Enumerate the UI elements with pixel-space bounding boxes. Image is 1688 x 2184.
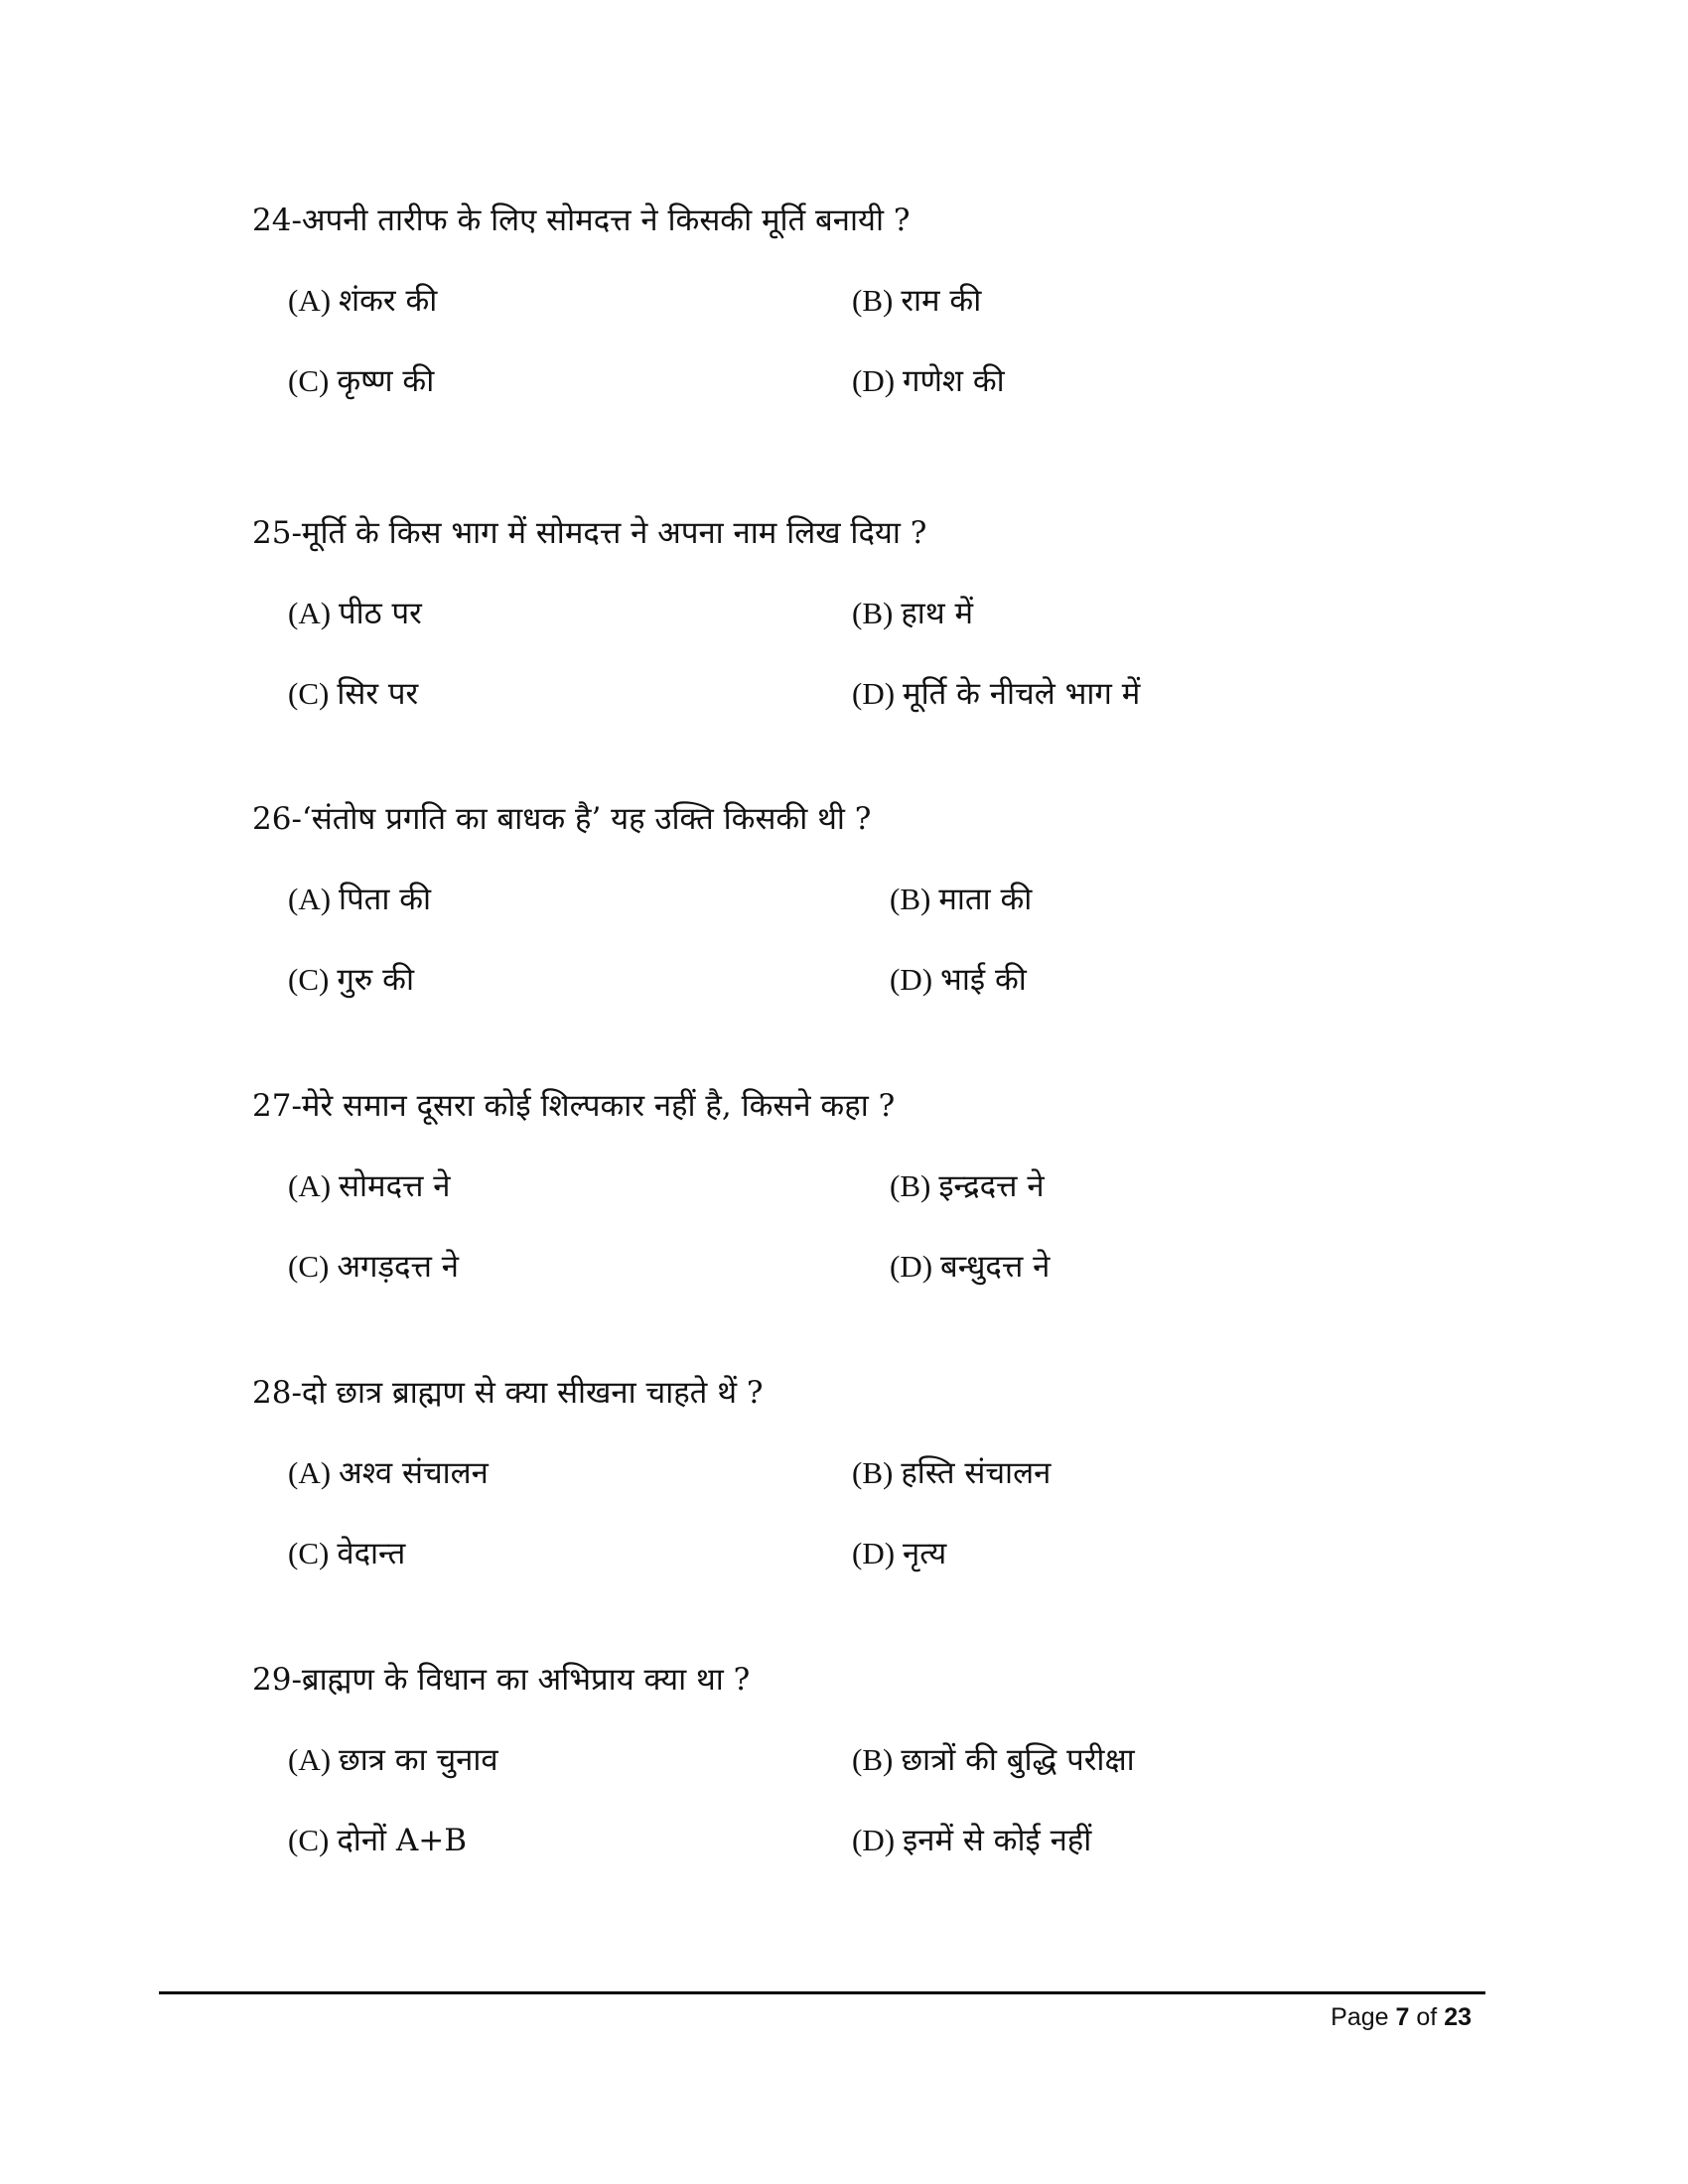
option-label: (B) xyxy=(890,882,931,916)
option-text: पिता की xyxy=(339,882,432,917)
answer-option xyxy=(288,1821,467,1860)
answer-option xyxy=(852,361,1005,401)
question-text: 24-अपनी तारीफ के लिए सोमदत्त ने किसकी मूर्ति बनायी ? xyxy=(252,203,911,238)
page-number xyxy=(1331,2003,1472,2032)
answer-option xyxy=(852,1534,946,1573)
option-text: सिर पर xyxy=(337,676,419,712)
answer-option xyxy=(852,1740,1135,1780)
page-prefix: Page xyxy=(1331,2003,1389,2031)
option-text: इन्द्रदत्त ने xyxy=(938,1168,1045,1204)
answer-option xyxy=(890,1247,1050,1287)
answer-option xyxy=(890,960,1027,1000)
option-label: (C) xyxy=(288,1823,330,1857)
option-text: बन्धुदत्त ने xyxy=(940,1249,1051,1285)
answer-option xyxy=(288,880,431,919)
option-label: (C) xyxy=(288,962,330,997)
option-label: (A) xyxy=(288,1455,332,1490)
answer-option xyxy=(288,1166,451,1206)
option-label: (A) xyxy=(288,882,332,916)
total-pages: 23 xyxy=(1444,2003,1472,2031)
option-text: अश्व संचालन xyxy=(339,1455,489,1491)
option-label: (B) xyxy=(890,1168,931,1203)
option-text: शंकर की xyxy=(339,283,438,319)
option-label: (A) xyxy=(288,1168,332,1203)
answer-option xyxy=(288,281,437,321)
option-text: हस्ति संचालन xyxy=(901,1455,1052,1491)
question-text: 27-मेरे समान दूसरा कोई शिल्पकार नहीं है, किसने कहा ? xyxy=(252,1088,896,1124)
option-text: भाई की xyxy=(940,962,1027,998)
option-text: छात्रों की बुद्धि परीक्षा xyxy=(901,1742,1135,1778)
option-text: मूर्ति के नीचले भाग में xyxy=(903,676,1141,712)
answer-option xyxy=(852,1453,1051,1493)
option-label: (D) xyxy=(890,1249,933,1284)
question-text: 29-ब्राह्मण के विधान का अभिप्राय क्या था ? xyxy=(252,1662,751,1698)
option-text: नृत्य xyxy=(903,1536,947,1571)
option-label: (C) xyxy=(288,1536,330,1570)
option-label: (B) xyxy=(852,596,894,630)
option-label: (A) xyxy=(288,596,332,630)
option-label: (D) xyxy=(852,363,896,398)
answer-option xyxy=(852,674,1140,714)
option-label: (D) xyxy=(852,1536,896,1570)
answer-option xyxy=(288,1534,405,1573)
answer-option xyxy=(288,1453,489,1493)
answer-option xyxy=(852,281,981,321)
option-label: (D) xyxy=(890,962,933,997)
option-text: छात्र का चुनाव xyxy=(339,1742,498,1778)
answer-option xyxy=(288,960,414,1000)
option-text: अगड़दत्त ने xyxy=(337,1249,459,1285)
option-text: वेदान्त xyxy=(337,1536,406,1571)
answer-option xyxy=(288,1247,459,1287)
answer-option xyxy=(890,880,1032,919)
option-label: (B) xyxy=(852,1455,894,1490)
option-text: सोमदत्त ने xyxy=(339,1168,451,1204)
option-text: राम की xyxy=(901,283,982,319)
answer-option xyxy=(852,1821,1091,1860)
question-text: 25-मूर्ति के किस भाग में सोमदत्त ने अपना नाम लिख दिया ? xyxy=(252,515,927,551)
option-text: पीठ पर xyxy=(339,596,422,631)
option-text: माता की xyxy=(938,882,1033,917)
answer-option xyxy=(288,361,434,401)
option-text: इनमें से कोई नहीं xyxy=(903,1823,1092,1858)
option-label: (C) xyxy=(288,1249,330,1284)
answer-option xyxy=(288,674,418,714)
option-label: (A) xyxy=(288,1742,332,1777)
question-text: 26-‘संतोष प्रगति का बाधक है’ यह उक्ति किसकी थी ? xyxy=(252,801,872,837)
option-label: (A) xyxy=(288,283,332,318)
option-label: (B) xyxy=(852,283,894,318)
option-text: कृष्ण की xyxy=(337,363,435,399)
option-text: गुरु की xyxy=(337,962,415,998)
option-label: (D) xyxy=(852,676,896,711)
answer-option xyxy=(890,1166,1045,1206)
answer-option xyxy=(852,594,973,633)
option-label: (C) xyxy=(288,363,330,398)
current-page: 7 xyxy=(1395,2003,1410,2031)
option-label: (B) xyxy=(852,1742,894,1777)
option-label: (C) xyxy=(288,676,330,711)
footer-divider xyxy=(159,1991,1485,1994)
answer-option xyxy=(288,594,422,633)
question-text: 28-दो छात्र ब्राह्मण से क्या सीखना चाहते थें ? xyxy=(252,1375,764,1411)
option-label: (D) xyxy=(852,1823,896,1857)
option-text: गणेश की xyxy=(903,363,1005,399)
answer-option xyxy=(288,1740,498,1780)
option-text: हाथ में xyxy=(901,596,974,631)
option-text: दोनों A+B xyxy=(337,1823,468,1858)
page-of: of xyxy=(1416,2003,1438,2031)
